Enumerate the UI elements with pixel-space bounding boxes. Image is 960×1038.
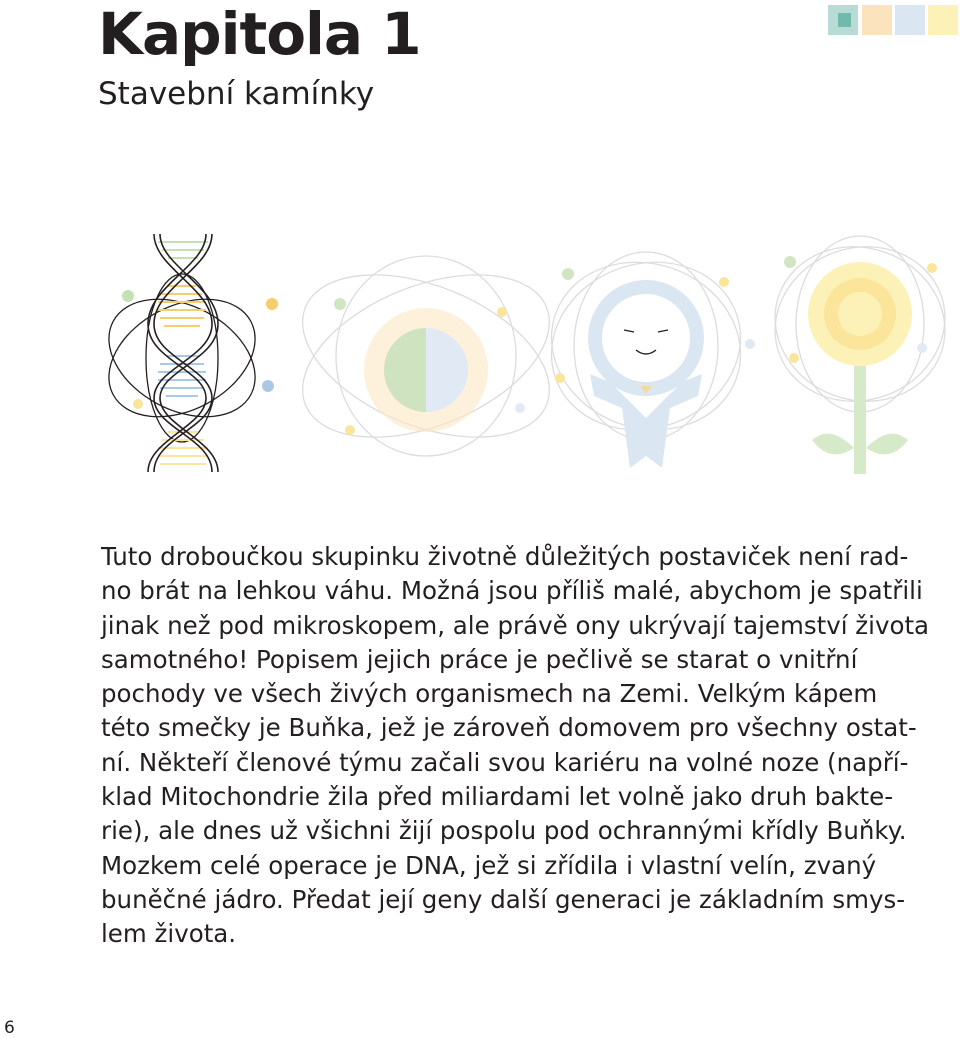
- paragraph-line: no brát na lehkou váhu. Možná jsou příliš malé, abychom je spatřili: [101, 576, 923, 606]
- color-squares-decoration: [828, 5, 960, 35]
- color-square-peach: [862, 5, 892, 35]
- chapter-title: Kapitola 1: [98, 0, 421, 68]
- paragraph-line: buněčné jádro. Předat její geny další generaci je základním smys-: [101, 884, 906, 914]
- paragraph-line: lem života.: [101, 919, 237, 949]
- paragraph-line: pochody ve všech živých organismech na Zemi. Velkým kápem: [101, 679, 878, 709]
- chapter-subtitle: Stavební kamínky: [98, 76, 375, 112]
- paragraph-line: rie), ale dnes už všichni žijí pospolu pod ochrannými křídly Buňky.: [101, 816, 907, 846]
- paragraph-line: samotného! Popisem jejich práce je pečlivě se starat o vnitřní: [101, 644, 858, 674]
- sunflower-icon: [753, 228, 960, 474]
- color-square-teal: [828, 5, 858, 35]
- paragraph-line: ní. Někteří členové týmu začali svou kariéru na volné noze (napří-: [101, 747, 909, 777]
- mitochondria-character-icon: [528, 236, 765, 468]
- paragraph-line: Mozkem celé operace je DNA, jež si zřídila i vlastní velín, zvaný: [101, 850, 877, 880]
- paragraph-line: klad Mitochondrie žila před miliardami let volně jako druh bakte-: [101, 782, 894, 812]
- cell-icon: [279, 242, 573, 469]
- color-square-yellow: [928, 5, 958, 35]
- paragraph-line: jinak než pod mikroskopem, ale právě ony ukrývají tajemství života: [101, 610, 930, 640]
- color-square-blue: [895, 5, 925, 35]
- page-number: 6: [4, 1018, 15, 1038]
- paragraph-line: Tuto droboučkou skupinku životně důležitých postaviček není rad-: [101, 542, 909, 571]
- characters-illustration: [100, 228, 960, 483]
- paragraph-line: této smečky je Buňka, jež je zároveň domovem pro všechny ostat-: [101, 713, 917, 743]
- intro-paragraph: [101, 540, 953, 952]
- dna-helix-icon: [100, 234, 278, 472]
